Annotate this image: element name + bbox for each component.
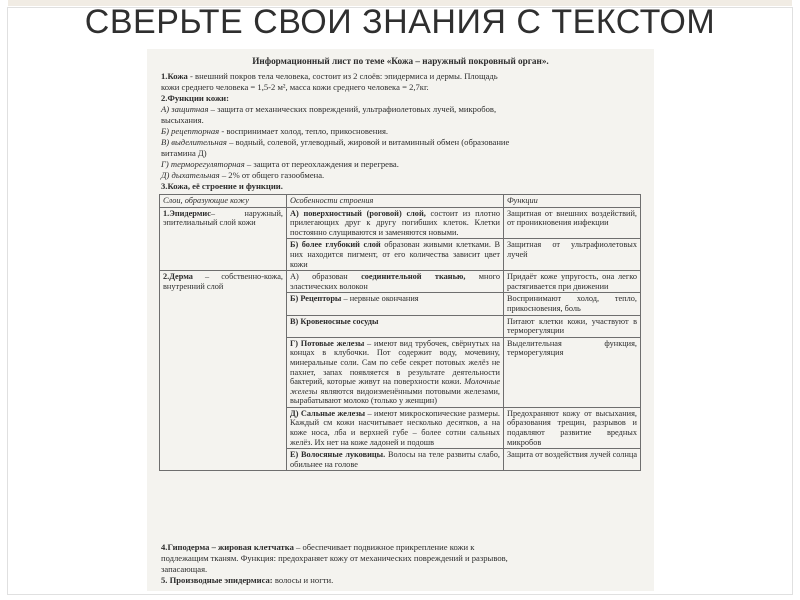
function-thermo-term: Г) терморегуляторная [161,159,245,169]
layer-dermis [160,271,287,471]
dermis-function-b: Воспринимают холод, тепло, прикосновения, боль [504,293,641,315]
functions-heading: 2.Функции кожи: [161,93,229,103]
row4-text: – нервные окончания [341,294,419,304]
function-protective-term: А) защитная [161,104,209,114]
row7-bold: Д) Сальные железы [290,408,366,418]
epidermis-structure-b [287,239,504,271]
function-respiratory-text: – 2% от общего газообмена. [219,170,325,180]
row3-pre: А) образован [290,272,362,282]
paragraph-skin-definition [161,71,498,82]
hypodermis-line-1: – обеспечивает подвижное прикрепление кожи к [293,542,475,552]
slide-title: СВЕРЬТЕ СВОИ ЗНАНИЯ С ТЕКСТОМ [84,3,716,41]
function-receptor [161,126,388,137]
row3-text: много эластических волокон [290,272,500,291]
dermis-desc: – собственно-кожа, внутренний слой [163,272,283,291]
function-thermo-text: – защита от переохлаждения и перегрева. [244,159,399,169]
row6-text-2: являются видоизменёнными потовыми железами, вырабатывают молоко (только у женщин) [290,386,500,406]
skin-line-2: кожи среднего человека = 1,5-2 м², масса кожи среднего человека = 2,7кг. [161,82,429,92]
row4-bold: Б) Рецепторы [290,294,342,304]
function-protective [161,104,496,115]
derivatives-text: волосы и ногти. [272,575,334,585]
row6-text: – имеют вид трубочек, свёрнутых на концах в клубочки. Пот содержит воду, мочевину, минеральные соли. Сам по себе секрет потовых желёз не пахнет, запах появляется в результате деятельности бактерий, которые живут на поверхности кожи. [290,338,500,387]
function-protective-text: – защита от механических повреждений, ультрафиолетовых лучей, микробов, [208,104,497,114]
function-respiratory-term: Д) дыхательная [161,170,220,180]
function-thermoregulation [161,159,399,170]
dermis-function-d: Выделительная функция, терморегуляция [504,337,641,407]
skin-structure-table [159,194,641,471]
layer-epidermis [160,207,287,271]
row3-bold: соединительной тканью, [361,272,466,282]
dermis-structure-d [287,337,504,407]
function-protective-text-2: высыхания. [161,115,204,125]
function-excretory-text-2: витамина Д) [161,148,207,158]
function-excretory [161,137,509,148]
table-row [160,271,641,293]
dermis-structure-b [287,293,504,315]
epidermis-desc: – наружный, эпителиальный слой кожи [163,208,283,228]
dermis-structure-c [287,315,504,337]
row1-bold: А) поверхностный (роговой) слой, [290,208,426,218]
dermis-structure-f [287,449,504,471]
epidermis-function-a: Защитная от внешних воздействий, от проникновения инфекции [504,207,641,239]
row6-italic: Молочные железы [290,377,501,396]
skin-lead: 1.Кожа [161,71,188,81]
dermis-function-a: Придаёт коже упругость, она легко растягивается при движении [504,271,641,293]
derivatives-lead: 5. Производные эпидермиса: [161,575,273,585]
paragraph-hypodermis [161,542,474,553]
header-functions: Функции [504,195,641,208]
function-respiratory [161,170,324,181]
dermis-function-e: Предохраняют кожу от высыхания, образования трещин, разрывов и подавляют развитие вредных микробов [504,407,641,448]
dermis-function-f: Защита от воздействия лучей солнца [504,449,641,471]
scanned-info-sheet [147,49,654,591]
epidermis-structure-a [287,207,504,239]
function-receptor-text: - воспринимает холод, тепло, прикосновения. [219,126,389,136]
row7-text: – имеют микроскопические размеры. Каждый см кожи насчитывает несколько десятков, а на коже носа, лба и верхней губе – более сотни сальных желёз. Их нет на коже ладоней и подошв [290,408,500,447]
epidermis-name: 1.Эпидермис [163,208,211,218]
dermis-structure-a [287,271,504,293]
table-row [160,207,641,239]
row6-bold: Г) Потовые железы [290,338,365,348]
row8-bold: Е) Волосяные луковицы. [290,450,386,460]
function-excretory-term: В) выделительная [161,137,227,147]
hypodermis-line-2: подлежащим тканям. Функция: предохраняет кожу от механических повреждений и разрывов, [161,553,508,563]
row8-text: Волосы на теле развиты слабо, обильнее на голове [290,450,500,469]
dermis-function-c: Питают клетки кожи, участвуют в терморегуляции [504,315,641,337]
header-structure: Особенности строения [287,195,504,208]
dermis-name: 2.Дерма [163,272,193,282]
header-layers: Слои, образующие кожу [160,195,287,208]
hypodermis-line-3: запасающая. [161,564,208,574]
row1-text: состоит из плотно прилегающих друг к другу погибших клеток. Клетки постоянно слущиваются и заменяются новыми. [290,208,500,237]
function-excretory-text: – водный, солевой, углеводный, жировой и витаминный обмен (образование [226,137,510,147]
sheet-title: Информационный лист по теме «Кожа – наружный покровный орган». [252,56,549,66]
row2-bold: Б) более глубокий слой [290,240,381,250]
epidermis-function-b: Защитная от ультрафиолетовых лучей [504,239,641,271]
hypodermis-lead: 4.Гиподерма – жировая клетчатка [161,542,294,552]
row2-text: образован живыми клетками. В них находится пигмент, от его количества зависит цвет кожи [290,240,500,269]
row5-bold: В) Кровеносные сосуды [290,316,379,326]
paragraph-derivatives [161,575,333,586]
skin-line-1: - внешний покров тела человека, состоит из 2 слоёв: эпидермиса и дермы. Площадь [187,71,498,81]
structure-heading: 3.Кожа, её строение и функции. [161,181,283,191]
dermis-structure-e [287,407,504,448]
function-receptor-term: Б) рецепторная [161,126,220,136]
table-header-row [160,195,641,208]
